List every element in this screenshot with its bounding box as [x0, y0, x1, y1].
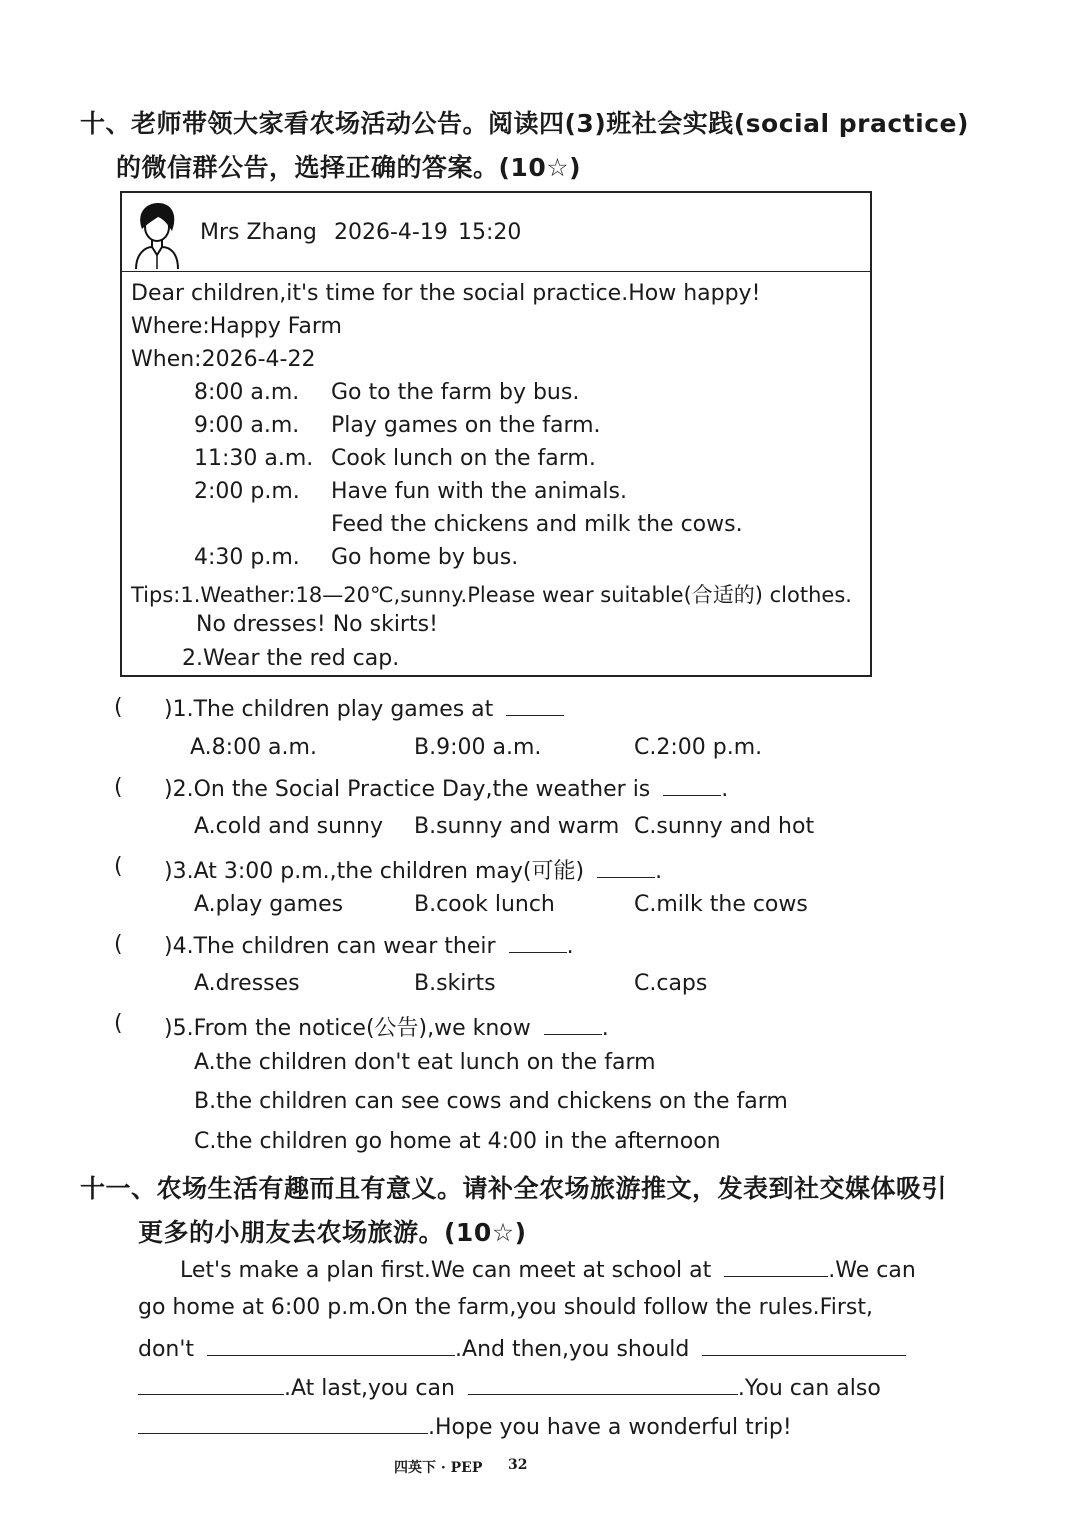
- question-end: .: [721, 777, 729, 802]
- option-b: B.sunny and warm: [414, 814, 620, 839]
- option-a: A.dresses: [194, 971, 300, 996]
- section-10-title-line2: 的微信群公告，选择正确的答案。(10☆): [116, 153, 582, 182]
- fill-blank[interactable]: [138, 1413, 428, 1434]
- answer-blank[interactable]: [544, 1014, 602, 1035]
- question-stem: )1.The children play games at: [164, 697, 494, 722]
- notice-when: When:2026-4-22: [131, 347, 316, 372]
- answer-blank[interactable]: [597, 857, 655, 878]
- schedule-activity: Go home by bus.: [331, 545, 519, 570]
- option-c: C.the children go home at 4:00 in the afternoon: [194, 1129, 721, 1154]
- question-end: .: [655, 859, 663, 884]
- teacher-avatar-icon: [128, 199, 184, 269]
- schedule-activity: Have fun with the animals.: [331, 479, 627, 504]
- option-b: B.9:00 a.m.: [414, 735, 542, 760]
- notice-tip-2: 2.Wear the red cap.: [182, 646, 400, 671]
- passage-line-3: [138, 1335, 906, 1362]
- notice-time: 15:20: [458, 220, 522, 245]
- fill-blank[interactable]: [138, 1374, 284, 1395]
- question-stem: )3.At 3:00 p.m.,the children may(可能): [164, 859, 585, 884]
- passage-text: .And then,you should: [455, 1337, 690, 1362]
- option-a: A.8:00 a.m.: [190, 735, 317, 760]
- option-c: C.milk the cows: [634, 892, 808, 917]
- question-4: [164, 932, 574, 959]
- fill-blank[interactable]: [724, 1256, 828, 1277]
- notice-where: Where:Happy Farm: [131, 314, 342, 339]
- question-stem: )2.On the Social Practice Day,the weather is: [164, 777, 651, 802]
- option-a: A.play games: [194, 892, 344, 917]
- schedule-time: 4:30 p.m.: [194, 545, 300, 570]
- question-2: [164, 775, 728, 802]
- answer-blank[interactable]: [663, 775, 721, 796]
- notice-greeting: Dear children,it's time for the social practice.How happy!: [131, 281, 761, 306]
- question-end: .: [601, 1016, 609, 1041]
- passage-text: .Hope you have a wonderful trip!: [428, 1415, 792, 1440]
- question-3: [164, 854, 662, 885]
- section-10-title-line1: 十、老师带领大家看农场活动公告。阅读四(3)班社会实践(social practice): [80, 109, 969, 138]
- passage-text: .At last,you can: [284, 1376, 455, 1401]
- question-stem: )4.The children can wear their: [164, 934, 496, 959]
- schedule-time: 9:00 a.m.: [194, 413, 300, 438]
- passage-text: Let's make a plan first.We can meet at school at: [180, 1258, 712, 1283]
- schedule-activity: Feed the chickens and milk the cows.: [331, 512, 743, 537]
- schedule-time: 2:00 p.m.: [194, 479, 300, 504]
- schedule-activity: Go to the farm by bus.: [331, 380, 580, 405]
- passage-line-1: [180, 1256, 916, 1283]
- notice-date: 2026-4-19: [334, 220, 448, 245]
- option-c: C.2:00 p.m.: [634, 735, 763, 760]
- footer-book-label: 四英下 · PEP: [394, 1460, 483, 1476]
- notice-tip-1: Tips:1.Weather:18—20℃,sunny.Please wear suitable(合适的) clothes.: [131, 583, 852, 607]
- schedule-activity: Cook lunch on the farm.: [331, 446, 596, 471]
- passage-line-4: [138, 1374, 881, 1401]
- section-11-title-line2: 更多的小朋友去农场旅游。(10☆): [138, 1218, 527, 1247]
- notice-header: [122, 193, 870, 272]
- option-a: A.the children don't eat lunch on the farm: [194, 1050, 656, 1075]
- passage-line-2: go home at 6:00 p.m.On the farm,you should follow the rules.First,: [138, 1295, 873, 1320]
- schedule-time: 8:00 a.m.: [194, 380, 300, 405]
- notice-sender: Mrs Zhang: [200, 220, 317, 245]
- schedule-time: 11:30 a.m.: [194, 446, 314, 471]
- question-end: .: [566, 934, 574, 959]
- section-11-title-line1: 十一、农场生活有趣而且有意义。请补全农场旅游推文，发表到社交媒体吸引: [80, 1174, 948, 1203]
- page-number: 32: [508, 1457, 528, 1473]
- question-5: [164, 1011, 609, 1042]
- notice-tip-1-detail: No dresses! No skirts!: [196, 612, 438, 637]
- answer-paren: (: [114, 854, 123, 879]
- fill-blank[interactable]: [207, 1335, 455, 1356]
- option-c: C.caps: [634, 971, 708, 996]
- passage-line-5: [138, 1413, 792, 1440]
- question-1: [164, 695, 564, 722]
- schedule-activity: Play games on the farm.: [331, 413, 601, 438]
- answer-paren: (: [114, 775, 123, 800]
- passage-text: don't: [138, 1337, 195, 1362]
- option-b: B.the children can see cows and chickens on the farm: [194, 1089, 788, 1114]
- answer-blank[interactable]: [509, 932, 567, 953]
- answer-blank[interactable]: [506, 695, 564, 716]
- answer-paren: (: [114, 695, 123, 720]
- option-c: C.sunny and hot: [634, 814, 815, 839]
- option-b: B.skirts: [414, 971, 496, 996]
- question-stem: )5.From the notice(公告),we know: [164, 1016, 531, 1041]
- answer-paren: (: [114, 1011, 123, 1036]
- answer-paren: (: [114, 932, 123, 957]
- fill-blank[interactable]: [702, 1335, 906, 1356]
- option-b: B.cook lunch: [414, 892, 555, 917]
- fill-blank[interactable]: [468, 1374, 738, 1395]
- passage-text: .You can also: [737, 1376, 881, 1401]
- passage-text: .We can: [828, 1258, 916, 1283]
- wechat-notice-box: [120, 191, 872, 677]
- option-a: A.cold and sunny: [194, 814, 383, 839]
